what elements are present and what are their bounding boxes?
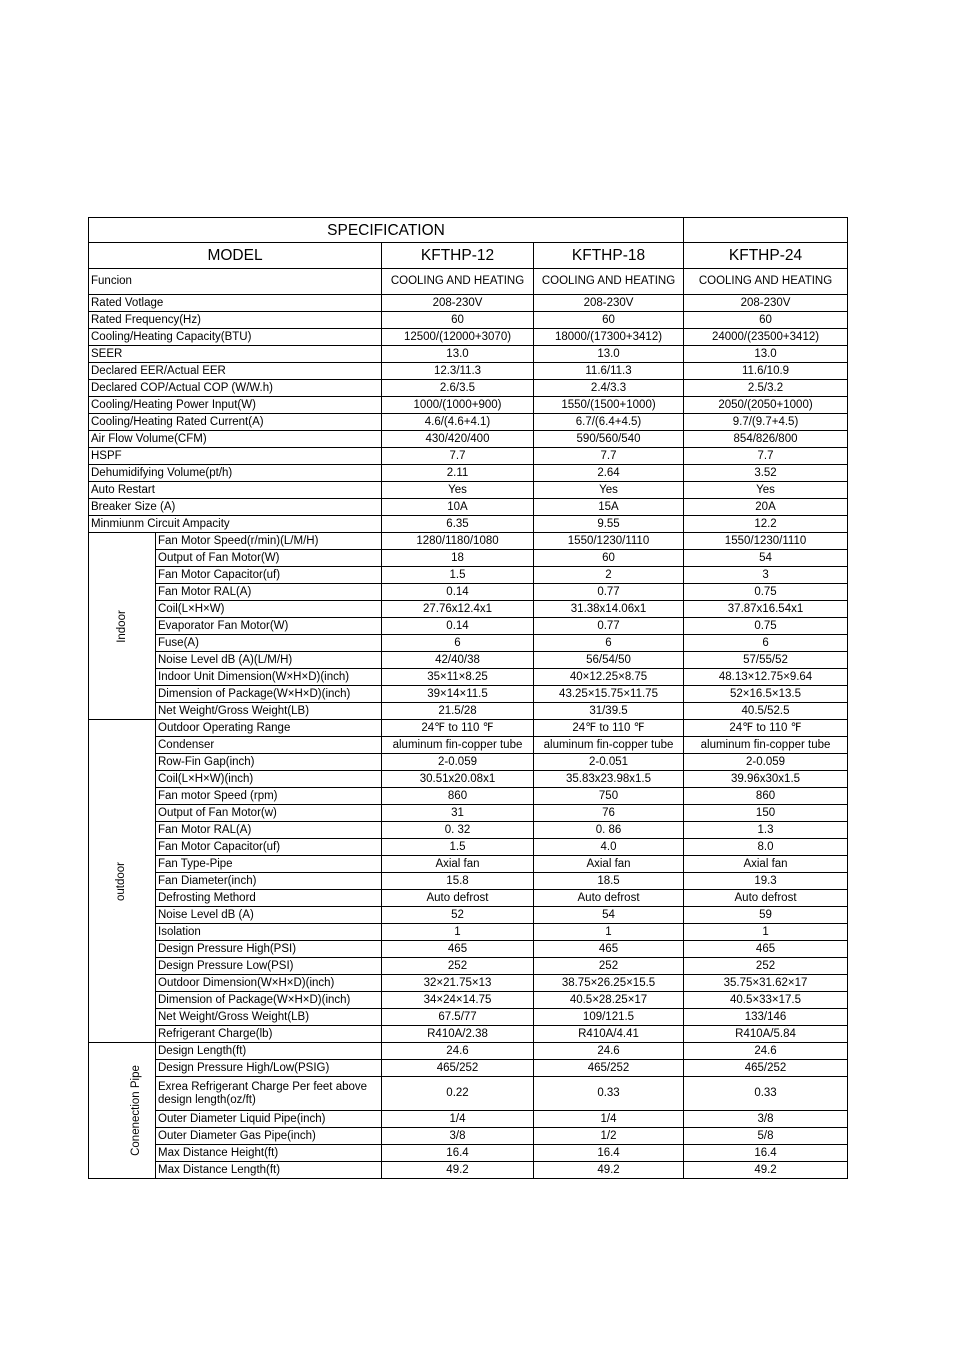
spec-value: 24℉ to 110 ℉ [534, 720, 684, 737]
spec-value: 40.5/52.5 [684, 703, 848, 720]
spec-value: 465/252 [382, 1060, 534, 1077]
spec-value: 1.3 [684, 822, 848, 839]
spec-value: COOLING AND HEATING [534, 269, 684, 295]
spec-value: R410A/5.84 [684, 1026, 848, 1043]
spec-value: 2-0.051 [534, 754, 684, 771]
spec-value: 750 [534, 788, 684, 805]
spec-value: 1280/1180/1080 [382, 533, 534, 550]
table-row [89, 1043, 848, 1060]
spec-value: 11.6/10.9 [684, 363, 848, 380]
spec-value: 3 [684, 567, 848, 584]
spec-label: Outdoor Dimension(W×H×D)(inch) [156, 975, 382, 992]
table-row [89, 907, 848, 924]
spec-value: 39.96x30x1.5 [684, 771, 848, 788]
model-name: KFTHP-18 [534, 243, 684, 269]
spec-value: 52×16.5×13.5 [684, 686, 848, 703]
spec-value: 60 [534, 312, 684, 329]
table-row [89, 924, 848, 941]
table-row [89, 363, 848, 380]
spec-value: 10A [382, 499, 534, 516]
spec-value: 76 [534, 805, 684, 822]
spec-value: Auto defrost [382, 890, 534, 907]
table-row [89, 686, 848, 703]
spec-value: 37.87x16.54x1 [684, 601, 848, 618]
spec-value: 24.6 [382, 1043, 534, 1060]
spec-value: 60 [684, 312, 848, 329]
spec-value: 9.55 [534, 516, 684, 533]
table-row [89, 329, 848, 346]
spec-value: 38.75×26.25×15.5 [534, 975, 684, 992]
spec-value: 34×24×14.75 [382, 992, 534, 1009]
spec-label: Cooling/Heating Power Input(W) [89, 397, 382, 414]
spec-label: Defrosting Methord [156, 890, 382, 907]
spec-value: 860 [382, 788, 534, 805]
table-row [89, 414, 848, 431]
table-row [89, 839, 848, 856]
spec-value: 49.2 [684, 1162, 848, 1179]
spec-value: 16.4 [684, 1145, 848, 1162]
spec-value: 252 [382, 958, 534, 975]
spec-value: 35.83x23.98x1.5 [534, 771, 684, 788]
spec-label: Fan Type-Pipe [156, 856, 382, 873]
spec-value: 42/40/38 [382, 652, 534, 669]
table-row [89, 754, 848, 771]
spec-label: Rated Frequency(Hz) [89, 312, 382, 329]
model-name: KFTHP-24 [684, 243, 848, 269]
spec-value: Yes [534, 482, 684, 499]
spec-label: Max Distance Length(ft) [156, 1162, 382, 1179]
spec-value: 2.5/3.2 [684, 380, 848, 397]
spec-value: 49.2 [382, 1162, 534, 1179]
table-row [89, 1077, 848, 1111]
spec-value: 9.7/(9.7+4.5) [684, 414, 848, 431]
spec-value: aluminum fin-copper tube [534, 737, 684, 754]
spec-value: 1/4 [382, 1111, 534, 1128]
table-title: SPECIFICATION [89, 218, 684, 243]
table-row [89, 1128, 848, 1145]
spec-value: 3/8 [382, 1128, 534, 1145]
spec-value: 39×14×11.5 [382, 686, 534, 703]
table-row [89, 822, 848, 839]
spec-value: 54 [684, 550, 848, 567]
spec-label: Coil(L×H×W) [156, 601, 382, 618]
spec-value: 24℉ to 110 ℉ [382, 720, 534, 737]
spec-value: 1/4 [534, 1111, 684, 1128]
spec-label: Breaker Size (A) [89, 499, 382, 516]
spec-value: 2.6/3.5 [382, 380, 534, 397]
spec-label: Fan Motor RAL(A) [156, 822, 382, 839]
spec-value: 2.11 [382, 465, 534, 482]
spec-value: 11.6/11.3 [534, 363, 684, 380]
spec-value: COOLING AND HEATING [684, 269, 848, 295]
spec-value: 0.33 [534, 1077, 684, 1111]
spec-value: 590/560/540 [534, 431, 684, 448]
spec-value: 8.0 [684, 839, 848, 856]
spec-value: 31/39.5 [534, 703, 684, 720]
model-name: KFTHP-12 [382, 243, 534, 269]
table-row [89, 1162, 848, 1179]
table-row [89, 992, 848, 1009]
spec-value: 16.4 [382, 1145, 534, 1162]
spec-value: 1/2 [534, 1128, 684, 1145]
spec-value: 7.7 [382, 448, 534, 465]
table-row [89, 890, 848, 907]
spec-value: 860 [684, 788, 848, 805]
table-row [89, 584, 848, 601]
spec-value: 2-0.059 [684, 754, 848, 771]
section-name: outdoor [115, 861, 128, 901]
spec-label: Net Weight/Gross Weight(LB) [156, 1009, 382, 1026]
spec-value: 18000/(17300+3412) [534, 329, 684, 346]
table-row [89, 346, 848, 363]
table-row [89, 873, 848, 890]
spec-value: 5/8 [684, 1128, 848, 1145]
spec-value: 465 [382, 941, 534, 958]
spec-value: 4.0 [534, 839, 684, 856]
spec-value: 43.25×15.75×11.75 [534, 686, 684, 703]
spec-value: 1 [684, 924, 848, 941]
spec-value: 4.6/(4.6+4.1) [382, 414, 534, 431]
spec-value: 2.64 [534, 465, 684, 482]
spec-value: 12.3/11.3 [382, 363, 534, 380]
table-row [89, 618, 848, 635]
spec-value: 13.0 [534, 346, 684, 363]
spec-label: Isolation [156, 924, 382, 941]
spec-value: 32×21.75×13 [382, 975, 534, 992]
spec-value: 40.5×33×17.5 [684, 992, 848, 1009]
spec-value: 6.7/(6.4+4.5) [534, 414, 684, 431]
spec-value: 0.14 [382, 618, 534, 635]
spec-label: Fan motor Speed (rpm) [156, 788, 382, 805]
table-row [89, 312, 848, 329]
spec-label: Auto Restart [89, 482, 382, 499]
spec-value: 1 [382, 924, 534, 941]
spec-label: Fan Motor Capacitor(uf) [156, 839, 382, 856]
table-row [89, 550, 848, 567]
spec-value: R410A/2.38 [382, 1026, 534, 1043]
section-name: Conenection Pipe [129, 1065, 142, 1156]
table-row [89, 635, 848, 652]
spec-value: Yes [684, 482, 848, 499]
spec-label: Design Pressure Low(PSI) [156, 958, 382, 975]
spec-value: 0.75 [684, 584, 848, 601]
spec-label: Evaporator Fan Motor(W) [156, 618, 382, 635]
spec-value: 0.22 [382, 1077, 534, 1111]
table-row [89, 431, 848, 448]
title-blank-cell [684, 218, 848, 243]
spec-value: 465 [534, 941, 684, 958]
spec-value: 0. 86 [534, 822, 684, 839]
table-row [89, 448, 848, 465]
specification-table [88, 217, 848, 1179]
spec-value: 35×11×8.25 [382, 669, 534, 686]
spec-label: Outer Diameter Gas Pipe(inch) [156, 1128, 382, 1145]
spec-value: 24℉ to 110 ℉ [684, 720, 848, 737]
spec-value: 430/420/400 [382, 431, 534, 448]
spec-label: Indoor Unit Dimension(W×H×D)(inch) [156, 669, 382, 686]
model-row [89, 243, 848, 269]
spec-value: R410A/4.41 [534, 1026, 684, 1043]
spec-value: 208-230V [684, 295, 848, 312]
spec-label: Row-Fin Gap(inch) [156, 754, 382, 771]
table-row [89, 720, 848, 737]
table-row [89, 465, 848, 482]
spec-label: Cooling/Heating Rated Current(A) [89, 414, 382, 431]
spec-value: Auto defrost [534, 890, 684, 907]
spec-label: Max Distance Height(ft) [156, 1145, 382, 1162]
spec-value: 59 [684, 907, 848, 924]
table-row [89, 482, 848, 499]
spec-label: Noise Level dB (A)(L/M/H) [156, 652, 382, 669]
spec-label: Air Flow Volume(CFM) [89, 431, 382, 448]
spec-value: 0. 32 [382, 822, 534, 839]
spec-value: 1.5 [382, 839, 534, 856]
spec-value: 56/54/50 [534, 652, 684, 669]
spec-value: 40×12.25×8.75 [534, 669, 684, 686]
spec-value: 67.5/77 [382, 1009, 534, 1026]
spec-value: 133/146 [684, 1009, 848, 1026]
spec-value: Auto defrost [684, 890, 848, 907]
spec-label: Design Length(ft) [156, 1043, 382, 1060]
spec-value: 2 [534, 567, 684, 584]
spec-value: 49.2 [534, 1162, 684, 1179]
spec-value: 12.2 [684, 516, 848, 533]
spec-value: 18.5 [534, 873, 684, 890]
spec-label: Minmiunm Circuit Ampacity [89, 516, 382, 533]
spec-value: 0.14 [382, 584, 534, 601]
table-row [89, 1060, 848, 1077]
spec-label: Dimension of Package(W×H×D)(inch) [156, 992, 382, 1009]
spec-value: 52 [382, 907, 534, 924]
spec-label: HSPF [89, 448, 382, 465]
spec-label: Output of Fan Motor(W) [156, 550, 382, 567]
title-row [89, 218, 848, 243]
section-label-conenection-pipe [89, 1043, 156, 1179]
spec-label: Rated Votlage [89, 295, 382, 312]
spec-value: 24000/(23500+3412) [684, 329, 848, 346]
spec-value: 20A [684, 499, 848, 516]
spec-value: Yes [382, 482, 534, 499]
spec-value: 109/121.5 [534, 1009, 684, 1026]
spec-value: 252 [684, 958, 848, 975]
table-row [89, 397, 848, 414]
spec-value: 57/55/52 [684, 652, 848, 669]
spec-label: Exrea Refrigerant Charge Per feet above design length(oz/ft) [156, 1077, 382, 1111]
spec-value: 15.8 [382, 873, 534, 890]
table-row [89, 1009, 848, 1026]
table-row [89, 380, 848, 397]
spec-value: 30.51x20.08x1 [382, 771, 534, 788]
spec-value: 35.75×31.62×17 [684, 975, 848, 992]
table-row [89, 805, 848, 822]
spec-label: Outer Diameter Liquid Pipe(inch) [156, 1111, 382, 1128]
table-row [89, 533, 848, 550]
spec-label: Declared EER/Actual EER [89, 363, 382, 380]
spec-value: 150 [684, 805, 848, 822]
spec-label: SEER [89, 346, 382, 363]
spec-value: 2.4/3.3 [534, 380, 684, 397]
spec-value: 0.33 [684, 1077, 848, 1111]
spec-value: aluminum fin-copper tube [684, 737, 848, 754]
spec-value: Axial fan [382, 856, 534, 873]
spec-label: Fuse(A) [156, 635, 382, 652]
spec-value: 0.75 [684, 618, 848, 635]
table-row [89, 1111, 848, 1128]
spec-value: 0.77 [534, 584, 684, 601]
spec-label: Design Pressure High(PSI) [156, 941, 382, 958]
table-row [89, 788, 848, 805]
section-name: Indoor [115, 609, 128, 643]
spec-label: Outdoor Operating Range [156, 720, 382, 737]
spec-value: 18 [382, 550, 534, 567]
spec-value: 12500/(12000+3070) [382, 329, 534, 346]
spec-value: aluminum fin-copper tube [382, 737, 534, 754]
spec-value: 48.13×12.75×9.64 [684, 669, 848, 686]
spec-label: Cooling/Heating Capacity(BTU) [89, 329, 382, 346]
spec-table-body [89, 218, 848, 1179]
spec-value: 1550/(1500+1000) [534, 397, 684, 414]
spec-value: 465 [684, 941, 848, 958]
spec-value: 54 [534, 907, 684, 924]
spec-value: 1550/1230/1110 [534, 533, 684, 550]
model-label: MODEL [89, 243, 382, 269]
spec-value: 16.4 [534, 1145, 684, 1162]
spec-value: 465/252 [534, 1060, 684, 1077]
spec-value: 13.0 [684, 346, 848, 363]
table-row [89, 516, 848, 533]
spec-value: 1000/(1000+900) [382, 397, 534, 414]
section-label-outdoor [89, 720, 156, 1043]
spec-value: 6 [534, 635, 684, 652]
spec-label: Net Weight/Gross Weight(LB) [156, 703, 382, 720]
table-row [89, 771, 848, 788]
section-label-indoor [89, 533, 156, 720]
spec-label: Funcion [89, 269, 382, 295]
table-row [89, 669, 848, 686]
table-row [89, 1026, 848, 1043]
spec-value: 2050/(2050+1000) [684, 397, 848, 414]
spec-value: 6.35 [382, 516, 534, 533]
table-row [89, 499, 848, 516]
table-row [89, 703, 848, 720]
spec-label: Fan Motor RAL(A) [156, 584, 382, 601]
spec-value: 854/826/800 [684, 431, 848, 448]
spec-label: Coil(L×H×W)(inch) [156, 771, 382, 788]
spec-value: 1550/1230/1110 [684, 533, 848, 550]
spec-label: Noise Level dB (A) [156, 907, 382, 924]
spec-value: 24.6 [534, 1043, 684, 1060]
table-row [89, 269, 848, 295]
spec-label: Design Pressure High/Low(PSIG) [156, 1060, 382, 1077]
spec-value: 19.3 [684, 873, 848, 890]
table-row [89, 941, 848, 958]
spec-label: Refrigerant Charge(lb) [156, 1026, 382, 1043]
spec-value: 1 [534, 924, 684, 941]
spec-label: Fan Motor Capacitor(uf) [156, 567, 382, 584]
spec-value: Axial fan [684, 856, 848, 873]
spec-label: Condenser [156, 737, 382, 754]
spec-value: 0.77 [534, 618, 684, 635]
spec-value: 252 [534, 958, 684, 975]
table-row [89, 958, 848, 975]
spec-value: 21.5/28 [382, 703, 534, 720]
spec-value: 27.76x12.4x1 [382, 601, 534, 618]
spec-label: Declared COP/Actual COP (W/W.h) [89, 380, 382, 397]
spec-value: 60 [382, 312, 534, 329]
spec-label: Dimension of Package(W×H×D)(inch) [156, 686, 382, 703]
spec-label: Fan Motor Speed(r/min)(L/M/H) [156, 533, 382, 550]
table-row [89, 737, 848, 754]
spec-value: 208-230V [534, 295, 684, 312]
spec-value: 13.0 [382, 346, 534, 363]
spec-value: COOLING AND HEATING [382, 269, 534, 295]
spec-value: 40.5×28.25×17 [534, 992, 684, 1009]
table-row [89, 295, 848, 312]
spec-value: 6 [382, 635, 534, 652]
spec-value: 31 [382, 805, 534, 822]
spec-value: Axial fan [534, 856, 684, 873]
spec-value: 6 [684, 635, 848, 652]
table-row [89, 567, 848, 584]
spec-value: 3.52 [684, 465, 848, 482]
spec-label: Fan Diameter(inch) [156, 873, 382, 890]
spec-value: 31.38x14.06x1 [534, 601, 684, 618]
spec-value: 208-230V [382, 295, 534, 312]
spec-value: 465/252 [684, 1060, 848, 1077]
spec-value: 3/8 [684, 1111, 848, 1128]
spec-value: 7.7 [684, 448, 848, 465]
table-row [89, 856, 848, 873]
spec-value: 60 [534, 550, 684, 567]
table-row [89, 601, 848, 618]
spec-value: 2-0.059 [382, 754, 534, 771]
spec-value: 7.7 [534, 448, 684, 465]
spec-value: 1.5 [382, 567, 534, 584]
spec-value: 24.6 [684, 1043, 848, 1060]
spec-value: 15A [534, 499, 684, 516]
table-row [89, 975, 848, 992]
spec-label: Output of Fan Motor(w) [156, 805, 382, 822]
spec-label: Dehumidifying Volume(pt/h) [89, 465, 382, 482]
table-row [89, 652, 848, 669]
table-row [89, 1145, 848, 1162]
